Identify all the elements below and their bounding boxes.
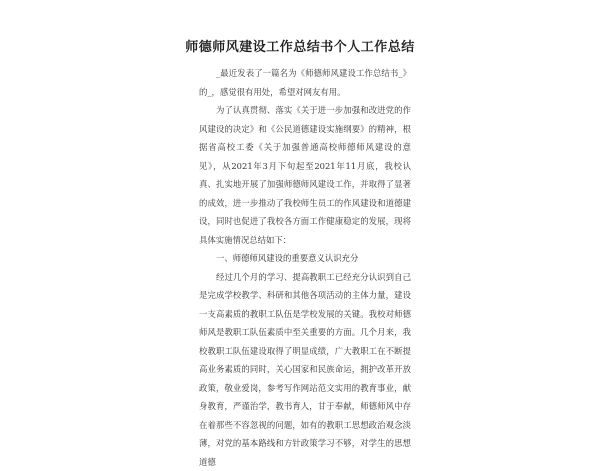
- section-paragraph: 经过几个月的学习、提高教职工已经充分认识到自己是完成学校教学、科研和其他各项活动的主体力量，建设一支高素质的教职工队伍是学校发展的关键。我校对师德师风是教职工队伍素质中至关重要的方面。几个月来，我校教职工队伍建设取得了明显成绩，广大教职工在不断提高业务素质的同时，关心国家和民族命运，拥护改革开放政策，敬业爱岗，参考写作网站范文实用的教育事业，献身教育，严谨治学，教书育人，甘于奉献，师德师风中存在着那些不容忽视的问题，如有的教职工思想政治观念淡薄，对党的基本路线和方针政策学习不够，对学生的思想道德: [199, 268, 411, 471]
- document-title: 师德师风建设工作总结书个人工作总结: [0, 36, 600, 55]
- background-paragraph: 为了认真贯彻、落实《关于进一步加强和改进党的作风建设的决定》和《公民道德建设实施纲要》的精神，根据省高校工委《关于加强普通高校师德师风建设的意见》，从2021年3月下旬起至2021年11月底，我校认真、扎实地开展了加强师德师风建设工作，并取得了显著的成效，进一步推动了我校师生员工的作风建设和道德建设，同时也促进了我校各方面工作健康稳定的发展，现将具体实施情况总结如下：: [199, 101, 411, 249]
- intro-paragraph: _最近发表了一篇名为《师德师风建设工作总结书_》的_，感觉很有用处，希望对网友有用。: [199, 64, 411, 101]
- section-heading: 一、师德师风建设的重要意义认识充分: [199, 249, 411, 268]
- document-body: [199, 64, 411, 471]
